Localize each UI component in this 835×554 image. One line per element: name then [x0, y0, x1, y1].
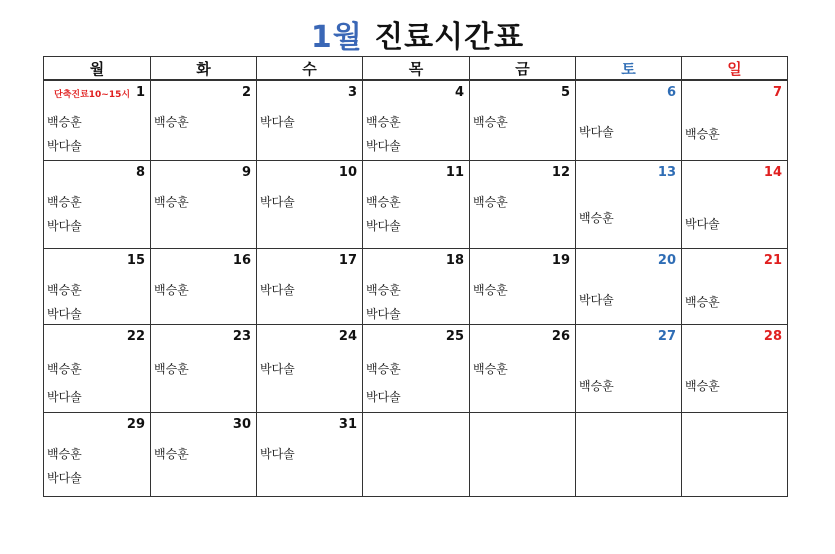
day-cell [682, 249, 788, 325]
doctor-name: 백승훈 [47, 115, 82, 129]
doctor-name: 백승훈 [47, 195, 82, 209]
doctor-name: 백승훈 [473, 195, 508, 209]
day-number: 27 [657, 329, 676, 344]
day-number: 8 [135, 165, 145, 180]
doctor-name: 백승훈 [154, 362, 189, 376]
day-number: 20 [657, 253, 676, 268]
day-number: 21 [763, 253, 782, 268]
day-number: 19 [551, 253, 570, 268]
week-row [44, 413, 788, 497]
day-number: 14 [763, 165, 782, 180]
day-number: 24 [338, 329, 357, 344]
day-cell [151, 325, 257, 413]
doctor-name: 박다솔 [47, 307, 82, 321]
doctor-name: 백승훈 [366, 283, 401, 297]
doctor-name: 박다솔 [47, 219, 82, 233]
day-number: 25 [445, 329, 464, 344]
doctor-name: 백승훈 [366, 195, 401, 209]
doctor-name: 백승훈 [473, 283, 508, 297]
day-cell [363, 161, 470, 249]
doctor-name: 백승훈 [366, 362, 401, 376]
day-cell [257, 325, 363, 413]
day-cell [682, 325, 788, 413]
day-number: 31 [338, 417, 357, 432]
day-note: 단축진료10~15시 [54, 90, 131, 100]
day-cell [257, 249, 363, 325]
day-number: 1 [135, 85, 145, 100]
day-number: 18 [445, 253, 464, 268]
day-cell [470, 325, 576, 413]
schedule-calendar [43, 56, 788, 497]
doctor-name: 박다솔 [260, 115, 295, 129]
doctor-name: 백승훈 [579, 379, 614, 393]
day-cell [576, 249, 682, 325]
doctor-name: 백승훈 [47, 447, 82, 461]
day-number: 13 [657, 165, 676, 180]
week-row [44, 161, 788, 249]
day-cell [44, 413, 151, 497]
day-number: 11 [445, 165, 464, 180]
day-number: 10 [338, 165, 357, 180]
day-number: 4 [454, 85, 464, 100]
doctor-name: 백승훈 [685, 295, 720, 309]
doctor-name: 백승훈 [47, 283, 82, 297]
day-cell [44, 80, 151, 161]
doctor-name: 백승훈 [154, 283, 189, 297]
day-cell [363, 325, 470, 413]
day-cell [576, 413, 682, 497]
day-cell [257, 161, 363, 249]
doctor-name: 박다솔 [366, 307, 401, 321]
doctor-name: 박다솔 [260, 362, 295, 376]
day-cell [576, 325, 682, 413]
doctor-name: 백승훈 [154, 115, 189, 129]
day-cell [151, 80, 257, 161]
day-number: 16 [232, 253, 251, 268]
doctor-name: 박다솔 [366, 139, 401, 153]
weekday-header-row [44, 57, 788, 81]
day-cell [576, 161, 682, 249]
doctor-name: 박다솔 [366, 219, 401, 233]
day-cell [44, 161, 151, 249]
weekday-tue: 화 [151, 57, 257, 81]
doctor-name: 박다솔 [685, 217, 720, 231]
doctor-name: 박다솔 [260, 283, 295, 297]
day-number: 29 [126, 417, 145, 432]
day-cell [682, 161, 788, 249]
doctor-name: 백승훈 [154, 195, 189, 209]
day-cell [363, 413, 470, 497]
day-cell [470, 249, 576, 325]
day-cell [151, 413, 257, 497]
weekday-fri: 금 [470, 57, 576, 81]
doctor-name: 박다솔 [366, 390, 401, 404]
day-cell [151, 249, 257, 325]
doctor-name: 박다솔 [47, 390, 82, 404]
weekday-sun: 일 [682, 57, 788, 81]
doctor-name: 박다솔 [579, 293, 614, 307]
day-cell [363, 80, 470, 161]
doctor-name: 박다솔 [47, 471, 82, 485]
day-cell [470, 413, 576, 497]
day-number: 23 [232, 329, 251, 344]
day-cell [470, 80, 576, 161]
day-cell [151, 161, 257, 249]
page-title [0, 12, 835, 56]
doctor-name: 박다솔 [47, 139, 82, 153]
day-number: 9 [241, 165, 251, 180]
day-cell [257, 413, 363, 497]
doctor-name: 백승훈 [154, 447, 189, 461]
title-text: 진료시간표 [374, 20, 525, 55]
week-row [44, 249, 788, 325]
day-cell [44, 249, 151, 325]
day-cell [682, 413, 788, 497]
doctor-name: 백승훈 [366, 115, 401, 129]
day-number: 22 [126, 329, 145, 344]
weekday-mon: 월 [44, 57, 151, 81]
weekday-sat: 토 [576, 57, 682, 81]
doctor-name: 백승훈 [473, 362, 508, 376]
day-number: 2 [241, 85, 251, 100]
title-month: 1월 [310, 20, 363, 55]
day-number: 26 [551, 329, 570, 344]
day-cell [363, 249, 470, 325]
day-number: 5 [560, 85, 570, 100]
day-number: 3 [347, 85, 357, 100]
day-cell [257, 80, 363, 161]
day-number: 12 [551, 165, 570, 180]
doctor-name: 박다솔 [260, 195, 295, 209]
week-row [44, 325, 788, 413]
doctor-name: 백승훈 [579, 211, 614, 225]
day-cell [44, 325, 151, 413]
doctor-name: 백승훈 [47, 362, 82, 376]
doctor-name: 백승훈 [473, 115, 508, 129]
doctor-name: 박다솔 [260, 447, 295, 461]
day-number: 17 [338, 253, 357, 268]
day-cell [576, 80, 682, 161]
doctor-name: 백승훈 [685, 379, 720, 393]
doctor-name: 박다솔 [579, 125, 614, 139]
day-cell [682, 80, 788, 161]
day-number: 30 [232, 417, 251, 432]
doctor-name: 백승훈 [685, 127, 720, 141]
day-cell [470, 161, 576, 249]
weekday-wed: 수 [257, 57, 363, 81]
week-row [44, 80, 788, 161]
day-number: 15 [126, 253, 145, 268]
day-number: 7 [772, 85, 782, 100]
day-number: 6 [666, 85, 676, 100]
weekday-thu: 목 [363, 57, 470, 81]
day-number: 28 [763, 329, 782, 344]
